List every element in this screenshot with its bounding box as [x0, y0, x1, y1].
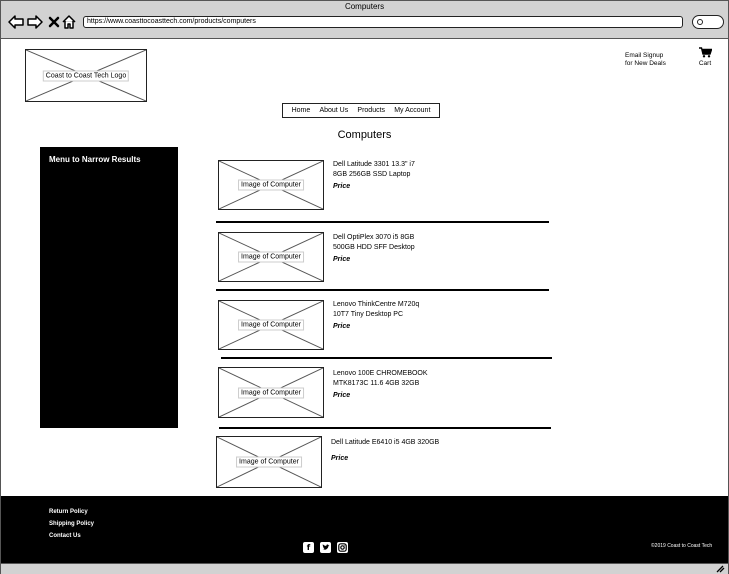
sidebar-title: Menu to Narrow Results	[49, 155, 141, 164]
product-image-label: Image of Computer	[238, 320, 304, 331]
page-title: Computers	[337, 129, 392, 141]
divider	[216, 289, 549, 291]
product-name[interactable]	[331, 438, 439, 448]
product-name-line1: Lenovo 100E CHROMEBOOK	[333, 370, 428, 377]
email-signup-link[interactable]	[625, 52, 666, 68]
product-name-line1: Dell Latitude E6410 i5 4GB 320GB	[331, 439, 440, 446]
filter-sidebar[interactable]	[40, 147, 178, 428]
browser-search[interactable]	[692, 15, 724, 29]
product-name-line2: 10T7 Tiny Desktop PC	[333, 311, 404, 318]
return-policy-link[interactable]: Return Policy	[49, 509, 88, 515]
product-image[interactable]	[218, 232, 324, 282]
product-price: Price	[333, 323, 351, 330]
nav-products[interactable]: Products	[357, 107, 386, 114]
cart-icon	[699, 47, 712, 58]
product-image[interactable]	[216, 436, 322, 488]
signup-line1: Email Signup	[625, 52, 664, 59]
copyright-text: ©2019 Coast to Coast Tech	[651, 543, 713, 549]
product-image-label: Image of Computer	[238, 180, 304, 191]
contact-us-link[interactable]: Contact Us	[49, 533, 81, 539]
signup-line2: for New Deals	[625, 60, 666, 67]
product-image[interactable]	[218, 367, 324, 418]
divider	[216, 221, 549, 223]
browser-toolbar	[0, 13, 729, 39]
cart-label: Cart	[698, 60, 712, 67]
product-price: Price	[333, 183, 351, 190]
product-image[interactable]	[218, 160, 324, 210]
instagram-icon[interactable]	[337, 542, 348, 553]
resize-grip-icon[interactable]	[716, 565, 725, 573]
product-price: Price	[331, 455, 349, 462]
window-title: Computers	[344, 2, 385, 11]
main-nav	[282, 103, 440, 118]
back-icon[interactable]	[7, 13, 25, 31]
url-input[interactable]: https://www.coasttocoasttech.com/products/computers	[83, 16, 683, 28]
forward-icon[interactable]	[26, 13, 44, 31]
search-icon	[697, 19, 703, 25]
window-titlebar	[0, 0, 729, 13]
facebook-icon[interactable]: f	[303, 542, 314, 553]
product-name-line2: 8GB 256GB SSD Laptop	[333, 171, 411, 178]
product-name[interactable]	[333, 369, 428, 389]
product-name-line1: Dell OptiPlex 3070 i5 8GB	[333, 234, 415, 241]
nav-my-account[interactable]: My Account	[394, 107, 431, 114]
divider	[221, 357, 552, 359]
footer	[1, 496, 728, 563]
nav-home[interactable]: Home	[291, 107, 311, 114]
cart-button[interactable]	[696, 47, 714, 67]
home-icon[interactable]	[60, 13, 78, 31]
shipping-policy-link[interactable]: Shipping Policy	[49, 521, 95, 527]
product-name[interactable]	[333, 300, 419, 320]
product-name[interactable]	[333, 160, 415, 180]
logo[interactable]	[25, 49, 147, 102]
page-content	[0, 39, 729, 574]
divider	[219, 427, 551, 429]
product-price: Price	[333, 392, 351, 399]
product-name-line2: 500GB HDD SFF Desktop	[333, 244, 415, 251]
browser-statusbar	[1, 563, 728, 574]
twitter-icon[interactable]	[320, 542, 331, 553]
product-name-line1: Lenovo ThinkCentre M720q	[333, 301, 420, 308]
product-name-line1: Dell Latitude 3301 13.3" i7	[333, 161, 415, 168]
product-name-line2: MTK8173C 11.6 4GB 32GB	[333, 380, 420, 387]
product-image-label: Image of Computer	[238, 252, 304, 263]
logo-label: Coast to Coast Tech Logo	[43, 70, 129, 81]
product-image-label: Image of Computer	[238, 387, 304, 398]
product-price: Price	[333, 256, 351, 263]
product-image[interactable]	[218, 300, 324, 350]
nav-about-us[interactable]: About Us	[319, 107, 349, 114]
product-name[interactable]	[333, 233, 415, 253]
product-image-label: Image of Computer	[236, 457, 302, 468]
